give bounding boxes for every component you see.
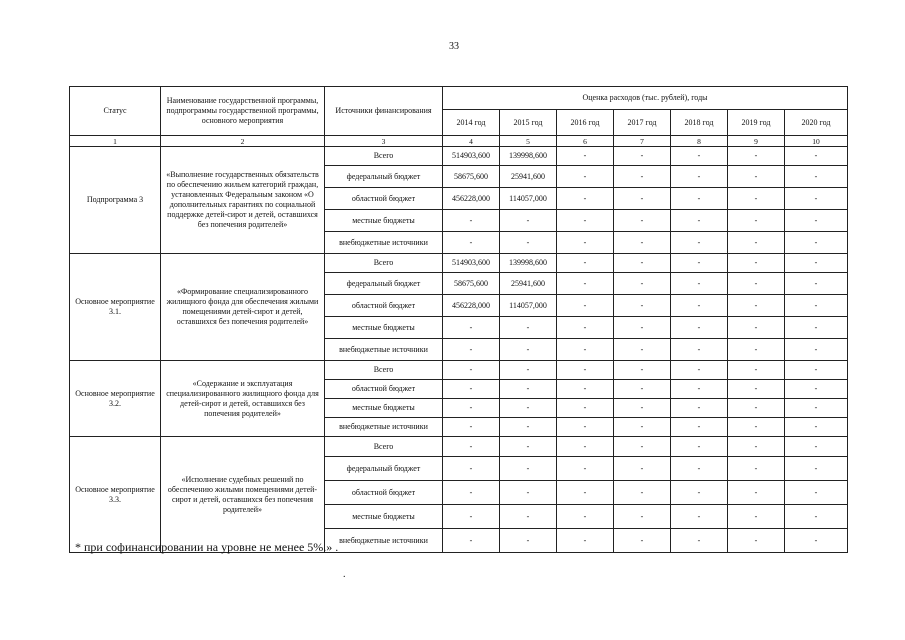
value-cell: - bbox=[728, 361, 785, 380]
value-cell: 25941,600 bbox=[500, 273, 557, 295]
value-cell: - bbox=[500, 399, 557, 418]
value-cell: - bbox=[614, 399, 671, 418]
value-cell: - bbox=[614, 437, 671, 457]
value-cell: - bbox=[671, 188, 728, 210]
funding-source-cell: Всего bbox=[325, 437, 443, 457]
column-number: 2 bbox=[161, 136, 325, 147]
value-cell: - bbox=[671, 529, 728, 553]
value-cell: - bbox=[728, 457, 785, 481]
table-body bbox=[70, 147, 848, 553]
program-name-cell: «Содержание и эксплуатация специализированного жилищного фонда для детей-сирот и детей, оставшихся без попечения родителей» bbox=[161, 361, 325, 437]
value-cell: 514903,600 bbox=[443, 147, 500, 166]
status-cell: Основное мероприятие 3.3. bbox=[70, 437, 161, 553]
value-cell: - bbox=[728, 166, 785, 188]
value-cell: - bbox=[785, 481, 848, 505]
value-cell: - bbox=[785, 529, 848, 553]
value-cell: 114057,000 bbox=[500, 295, 557, 317]
value-cell: - bbox=[500, 232, 557, 254]
funding-source-cell: Всего bbox=[325, 147, 443, 166]
value-cell: - bbox=[671, 437, 728, 457]
value-cell: - bbox=[671, 339, 728, 361]
value-cell: - bbox=[671, 399, 728, 418]
value-cell: 58675,600 bbox=[443, 273, 500, 295]
value-cell: - bbox=[785, 457, 848, 481]
value-cell: - bbox=[500, 457, 557, 481]
value-cell: - bbox=[728, 529, 785, 553]
header-year: 2017 год bbox=[614, 110, 671, 136]
value-cell: - bbox=[557, 295, 614, 317]
value-cell: - bbox=[557, 339, 614, 361]
value-cell: - bbox=[443, 210, 500, 232]
value-cell: - bbox=[443, 232, 500, 254]
value-cell: - bbox=[557, 380, 614, 399]
value-cell: - bbox=[500, 418, 557, 437]
value-cell: - bbox=[557, 147, 614, 166]
value-cell: - bbox=[557, 399, 614, 418]
value-cell: - bbox=[557, 418, 614, 437]
value-cell: - bbox=[614, 210, 671, 232]
funding-source-cell: федеральный бюджет bbox=[325, 273, 443, 295]
value-cell: - bbox=[557, 361, 614, 380]
value-cell: - bbox=[728, 399, 785, 418]
value-cell: - bbox=[728, 418, 785, 437]
value-cell: - bbox=[443, 339, 500, 361]
value-cell: - bbox=[500, 505, 557, 529]
value-cell: - bbox=[728, 273, 785, 295]
value-cell: - bbox=[728, 232, 785, 254]
header-year: 2020 год bbox=[785, 110, 848, 136]
value-cell: - bbox=[728, 210, 785, 232]
value-cell: - bbox=[614, 188, 671, 210]
budget-table bbox=[69, 86, 848, 553]
value-cell: - bbox=[785, 273, 848, 295]
value-cell: - bbox=[614, 457, 671, 481]
value-cell: - bbox=[443, 505, 500, 529]
funding-source-cell: местные бюджеты bbox=[325, 317, 443, 339]
column-number: 6 bbox=[557, 136, 614, 147]
value-cell: - bbox=[500, 317, 557, 339]
value-cell: - bbox=[443, 457, 500, 481]
value-cell: - bbox=[785, 361, 848, 380]
value-cell: - bbox=[728, 188, 785, 210]
funding-source-cell: внебюджетные источники bbox=[325, 339, 443, 361]
value-cell: - bbox=[500, 529, 557, 553]
value-cell: 139998,600 bbox=[500, 254, 557, 273]
column-number: 10 bbox=[785, 136, 848, 147]
footnote: * при софинансировании на уровне не менее 5%.» . bbox=[75, 540, 339, 554]
value-cell: - bbox=[614, 317, 671, 339]
funding-source-cell: областной бюджет bbox=[325, 380, 443, 399]
value-cell: - bbox=[785, 254, 848, 273]
funding-source-cell: областной бюджет bbox=[325, 295, 443, 317]
status-cell: Основное мероприятие 3.1. bbox=[70, 254, 161, 361]
table-row bbox=[70, 147, 848, 166]
table-row bbox=[70, 361, 848, 380]
header-estimate: Оценка расходов (тыс. рублей), годы bbox=[443, 87, 848, 110]
value-cell: - bbox=[614, 147, 671, 166]
header-year: 2014 год bbox=[443, 110, 500, 136]
value-cell: - bbox=[671, 210, 728, 232]
value-cell: - bbox=[785, 399, 848, 418]
value-cell: - bbox=[785, 437, 848, 457]
funding-source-cell: Всего bbox=[325, 254, 443, 273]
value-cell: - bbox=[500, 437, 557, 457]
value-cell: - bbox=[671, 295, 728, 317]
value-cell: - bbox=[728, 339, 785, 361]
value-cell: - bbox=[557, 254, 614, 273]
value-cell: - bbox=[614, 380, 671, 399]
value-cell: - bbox=[614, 295, 671, 317]
header-name: Наименование государственной программы, подпрограммы государственной программы, основного мероприятия bbox=[161, 87, 325, 136]
column-number: 9 bbox=[728, 136, 785, 147]
value-cell: - bbox=[614, 481, 671, 505]
value-cell: - bbox=[671, 380, 728, 399]
value-cell: - bbox=[614, 232, 671, 254]
funding-source-cell: внебюджетные источники bbox=[325, 418, 443, 437]
value-cell: - bbox=[671, 232, 728, 254]
value-cell: - bbox=[785, 317, 848, 339]
funding-source-cell: Всего bbox=[325, 361, 443, 380]
value-cell: - bbox=[443, 317, 500, 339]
column-number-row bbox=[70, 136, 848, 147]
value-cell: - bbox=[728, 295, 785, 317]
program-name-cell: «Выполнение государственных обязательств по обеспечению жильем категорий граждан, установленных Федеральным законом «О дополнительных гарантиях по социальной поддержке детей-сирот и детей, оставшихся без попечения родителей» bbox=[161, 147, 325, 254]
value-cell: 139998,600 bbox=[500, 147, 557, 166]
column-number: 1 bbox=[70, 136, 161, 147]
header-year: 2016 год bbox=[557, 110, 614, 136]
column-number: 5 bbox=[500, 136, 557, 147]
value-cell: - bbox=[614, 505, 671, 529]
funding-source-cell: местные бюджеты bbox=[325, 399, 443, 418]
value-cell: - bbox=[785, 380, 848, 399]
value-cell: - bbox=[614, 273, 671, 295]
value-cell: - bbox=[728, 254, 785, 273]
funding-source-cell: внебюджетные источники bbox=[325, 232, 443, 254]
value-cell: - bbox=[443, 529, 500, 553]
value-cell: - bbox=[614, 166, 671, 188]
value-cell: - bbox=[443, 380, 500, 399]
program-name-cell: «Исполнение судебных решений по обеспечению жилыми помещениями детей-сирот и детей, оставшихся без попечения родителей» bbox=[161, 437, 325, 553]
column-number: 4 bbox=[443, 136, 500, 147]
value-cell: - bbox=[785, 147, 848, 166]
value-cell: - bbox=[614, 529, 671, 553]
value-cell: - bbox=[671, 361, 728, 380]
value-cell: - bbox=[557, 437, 614, 457]
value-cell: - bbox=[557, 457, 614, 481]
value-cell: - bbox=[557, 188, 614, 210]
value-cell: - bbox=[785, 418, 848, 437]
value-cell: - bbox=[785, 210, 848, 232]
value-cell: - bbox=[500, 210, 557, 232]
value-cell: - bbox=[614, 339, 671, 361]
value-cell: - bbox=[500, 361, 557, 380]
value-cell: - bbox=[671, 317, 728, 339]
value-cell: - bbox=[500, 481, 557, 505]
header-year: 2018 год bbox=[671, 110, 728, 136]
table-row bbox=[70, 437, 848, 457]
value-cell: - bbox=[785, 188, 848, 210]
value-cell: - bbox=[671, 147, 728, 166]
value-cell: - bbox=[728, 317, 785, 339]
program-name-cell: «Формирование специализированного жилищного фонда для обеспечения жилыми помещениями детей-сирот и детей, оставшихся без попечения родителей» bbox=[161, 254, 325, 361]
value-cell: - bbox=[671, 254, 728, 273]
value-cell: - bbox=[728, 505, 785, 529]
value-cell: - bbox=[671, 457, 728, 481]
value-cell: 58675,600 bbox=[443, 166, 500, 188]
value-cell: 25941,600 bbox=[500, 166, 557, 188]
value-cell: 456228,000 bbox=[443, 188, 500, 210]
value-cell: - bbox=[557, 505, 614, 529]
column-number: 7 bbox=[614, 136, 671, 147]
header-year: 2015 год bbox=[500, 110, 557, 136]
table-row bbox=[70, 254, 848, 273]
value-cell: - bbox=[557, 232, 614, 254]
value-cell: - bbox=[785, 232, 848, 254]
header-source: Источники финансирования bbox=[325, 87, 443, 136]
funding-source-cell: областной бюджет bbox=[325, 188, 443, 210]
value-cell: - bbox=[557, 529, 614, 553]
value-cell: - bbox=[443, 361, 500, 380]
value-cell: - bbox=[557, 166, 614, 188]
trailing-mark: . bbox=[343, 569, 346, 580]
funding-source-cell: областной бюджет bbox=[325, 481, 443, 505]
value-cell: - bbox=[728, 437, 785, 457]
funding-source-cell: местные бюджеты bbox=[325, 505, 443, 529]
value-cell: - bbox=[443, 437, 500, 457]
value-cell: 456228,000 bbox=[443, 295, 500, 317]
value-cell: - bbox=[671, 418, 728, 437]
value-cell: - bbox=[443, 418, 500, 437]
value-cell: - bbox=[671, 273, 728, 295]
value-cell: - bbox=[728, 380, 785, 399]
value-cell: - bbox=[671, 505, 728, 529]
value-cell: - bbox=[443, 481, 500, 505]
value-cell: - bbox=[557, 210, 614, 232]
value-cell: - bbox=[614, 361, 671, 380]
funding-source-cell: федеральный бюджет bbox=[325, 457, 443, 481]
value-cell: - bbox=[557, 273, 614, 295]
page-number: 33 bbox=[449, 41, 459, 52]
header-status: Статус bbox=[70, 87, 161, 136]
value-cell: - bbox=[500, 380, 557, 399]
funding-source-cell: федеральный бюджет bbox=[325, 166, 443, 188]
value-cell: - bbox=[785, 295, 848, 317]
value-cell: - bbox=[785, 339, 848, 361]
value-cell: - bbox=[671, 481, 728, 505]
column-number: 8 bbox=[671, 136, 728, 147]
funding-source-cell: внебюджетные источники bbox=[325, 529, 443, 553]
value-cell: - bbox=[614, 254, 671, 273]
value-cell: - bbox=[728, 147, 785, 166]
status-cell: Подпрограмма 3 bbox=[70, 147, 161, 254]
column-number: 3 bbox=[325, 136, 443, 147]
value-cell: - bbox=[785, 166, 848, 188]
value-cell: 514903,600 bbox=[443, 254, 500, 273]
status-cell: Основное мероприятие 3.2. bbox=[70, 361, 161, 437]
value-cell: - bbox=[500, 339, 557, 361]
value-cell: - bbox=[785, 505, 848, 529]
value-cell: - bbox=[557, 481, 614, 505]
value-cell: - bbox=[671, 166, 728, 188]
header-year: 2019 год bbox=[728, 110, 785, 136]
funding-source-cell: местные бюджеты bbox=[325, 210, 443, 232]
value-cell: - bbox=[443, 399, 500, 418]
value-cell: - bbox=[557, 317, 614, 339]
value-cell: 114057,000 bbox=[500, 188, 557, 210]
value-cell: - bbox=[728, 481, 785, 505]
value-cell: - bbox=[614, 418, 671, 437]
